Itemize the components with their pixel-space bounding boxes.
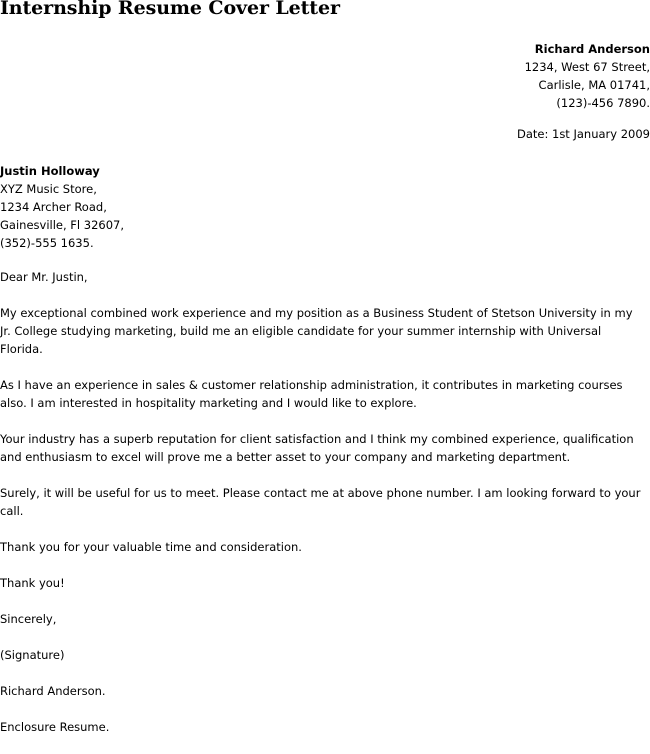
sender-block — [525, 40, 650, 112]
recipient-address-line: 1234 Archer Road, — [0, 200, 107, 214]
salutation — [0, 268, 650, 286]
thank-you-text: Thank you! — [0, 576, 65, 590]
signature-text: (Signature) — [0, 648, 65, 662]
enclosure-note — [0, 718, 650, 736]
sender-address-line: 1234, West 67 Street, — [524, 60, 650, 74]
paragraph-line: As I have an experience in sales & customer relationship administration, it contributes in marketing courses — [0, 378, 623, 392]
enclosure-text: Enclosure Resume. — [0, 720, 110, 734]
paragraph-gratitude — [0, 538, 650, 556]
page-title: Internship Resume Cover Letter — [0, 0, 340, 19]
paragraph-line: My exceptional combined work experience and my position as a Business Student of Stetson University in my — [0, 306, 633, 320]
paragraph-industry — [0, 430, 650, 466]
closing — [0, 610, 650, 628]
paragraph-line: also. I am interested in hospitality marketing and I would like to explore. — [0, 396, 417, 410]
recipient-address-line: Gainesville, Fl 32607, — [0, 218, 124, 232]
salutation-text: Dear Mr. Justin, — [0, 270, 88, 284]
paragraph-meeting — [0, 484, 650, 520]
thank-you-line — [0, 574, 650, 592]
paragraph-line: call. — [0, 504, 24, 518]
paragraph-line: Your industry has a superb reputation for client satisfaction and I think my combined experience, qualification — [0, 432, 634, 446]
paragraph-intro — [0, 304, 650, 358]
letter-body — [0, 268, 650, 754]
signer-text: Richard Anderson. — [0, 684, 106, 698]
letter-date: Date: 1st January 2009 — [516, 127, 650, 141]
paragraph-line: Florida. — [0, 342, 43, 356]
recipient-address-line: XYZ Music Store, — [0, 182, 97, 196]
sender-phone: (123)-456 7890. — [556, 96, 650, 110]
recipient-block — [0, 162, 124, 252]
closing-text: Sincerely, — [0, 612, 57, 626]
sender-name: Richard Anderson — [534, 42, 650, 56]
paragraph-line: and enthusiasm to excel will prove me a better asset to your company and marketing department. — [0, 450, 571, 464]
recipient-name: Justin Holloway — [0, 164, 100, 178]
sender-address-line: Carlisle, MA 01741, — [538, 78, 650, 92]
paragraph-experience — [0, 376, 650, 412]
paragraph-line: Jr. College studying marketing, build me an eligible candidate for your summer internship with Universal — [0, 324, 602, 338]
signer-name — [0, 682, 650, 700]
recipient-phone: (352)-555 1635. — [0, 236, 94, 250]
paragraph-line: Thank you for your valuable time and consideration. — [0, 540, 302, 554]
paragraph-line: Surely, it will be useful for us to meet. Please contact me at above phone number. I am looking forward to your — [0, 486, 641, 500]
signature-placeholder — [0, 646, 650, 664]
